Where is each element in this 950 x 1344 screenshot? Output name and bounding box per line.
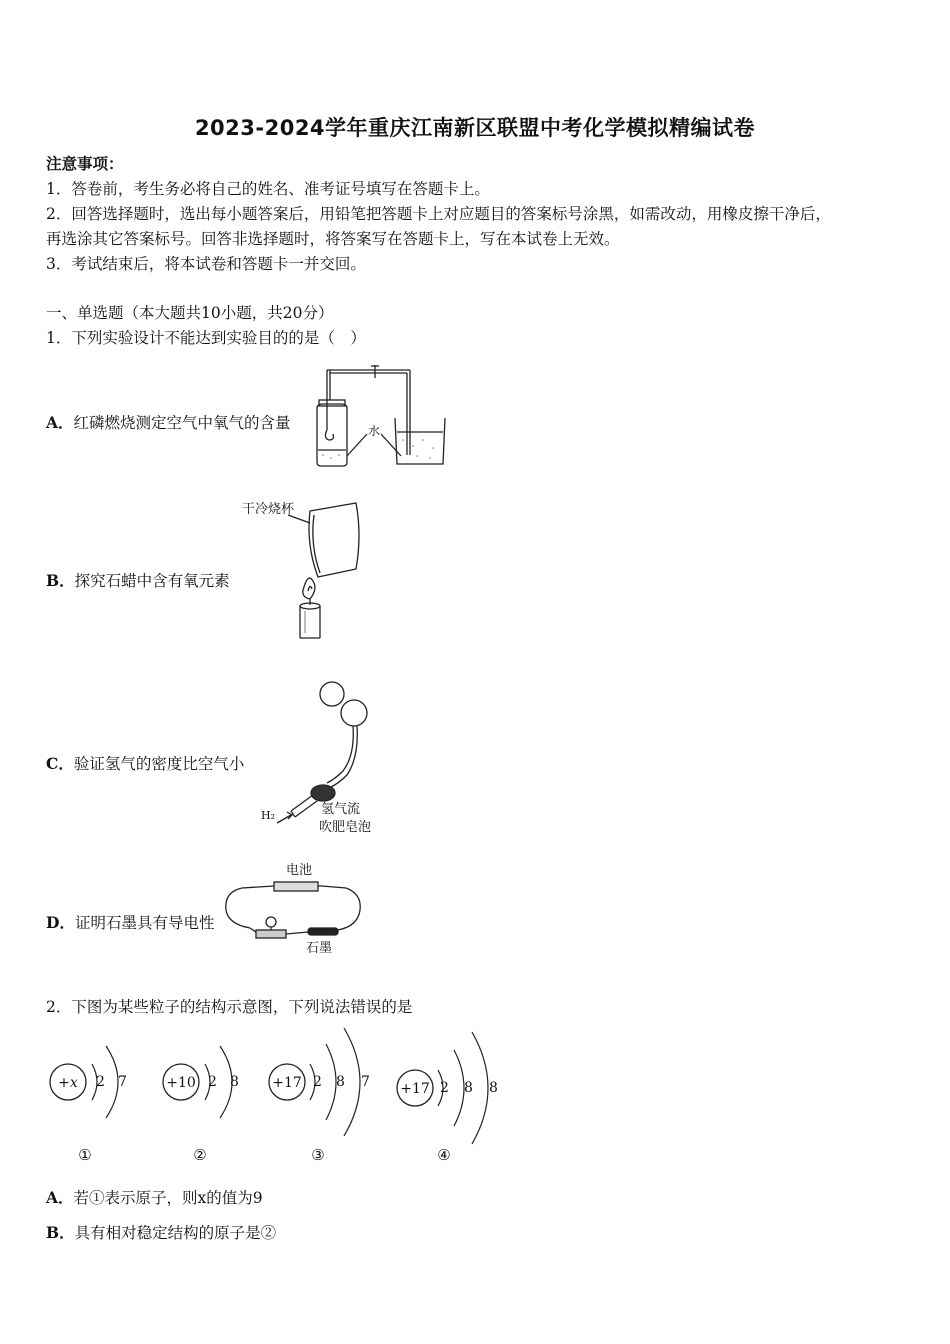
- q1-option-d-letter: D．: [46, 913, 75, 932]
- q1-option-c-letter: C．: [46, 754, 74, 773]
- particle-4-index: ④: [437, 1146, 451, 1164]
- q2-option-b-letter: B．: [46, 1223, 75, 1242]
- q2-option-b-text: 具有相对稳定结构的原子是②: [74, 1224, 277, 1242]
- q1-option-b[interactable]: [46, 569, 230, 591]
- particle-3-nucleus: +17: [272, 1075, 302, 1091]
- q1-option-b-letter: B．: [46, 571, 75, 590]
- exam-title: 2023-2024学年重庆江南新区联盟中考化学模拟精编试卷: [194, 116, 756, 140]
- q2-stem: 2．下图为某些粒子的结构示意图，下列说法错误的是: [46, 998, 413, 1016]
- particle-4-nucleus: +17: [400, 1081, 430, 1097]
- particle-1: [50, 1046, 127, 1164]
- particle-3-shell-2: 8: [336, 1074, 345, 1090]
- particle-1-nucleus: +x: [58, 1075, 78, 1091]
- particle-3-shell-1: 2: [313, 1074, 322, 1090]
- q1-option-b-text: 探究石蜡中含有氧元素: [74, 572, 230, 590]
- q2-option-a-text: 若①表示原子，则x的值为9: [73, 1189, 263, 1207]
- q1-stem: 1．下列实验设计不能达到实验目的的是（ ）: [46, 329, 366, 347]
- figure-a-phosphorus-apparatus: [305, 360, 455, 470]
- particle-2: [163, 1046, 239, 1164]
- figure-c-h2-label: H₂: [261, 809, 276, 822]
- particle-1-index: ①: [78, 1146, 92, 1164]
- q1-option-d[interactable]: [46, 911, 214, 933]
- particle-2-index: ②: [193, 1146, 207, 1164]
- particle-2-nucleus: +10: [166, 1075, 196, 1091]
- notice-item-2-cont: 再选涂其它答案标号。回答非选择题时，将答案写在答题卡上，写在本试卷上无效。: [46, 230, 620, 248]
- particle-3-shell-3: 7: [361, 1074, 370, 1090]
- figure-d-battery-label: 电池: [286, 863, 313, 878]
- particle-4-shell-2: 8: [464, 1080, 473, 1096]
- particle-2-shell-2: 8: [230, 1074, 239, 1090]
- q1-option-a-letter: A．: [46, 413, 74, 432]
- figure-b-beaker-label: 干冷烧杯: [242, 502, 295, 517]
- figure-c-hydrogen-bubbles: [255, 675, 385, 840]
- notice-item-3: 3．考试结束后，将本试卷和答题卡一并交回。: [46, 255, 366, 273]
- q1-option-c-text: 验证氢气的密度比空气小: [73, 755, 245, 773]
- q2-option-a[interactable]: [46, 1186, 263, 1208]
- q2-option-b[interactable]: [46, 1221, 276, 1243]
- particle-4: [397, 1032, 498, 1164]
- q1-option-a-text: 红磷燃烧测定空气中氧气的含量: [73, 414, 291, 432]
- particle-4-shell-1: 2: [440, 1080, 449, 1096]
- notice-heading: 注意事项：: [46, 154, 124, 173]
- notice-item-1: 1．答卷前，考生务必将自己的姓名、准考证号填写在答题卡上。: [46, 180, 490, 198]
- figure-c-label-line2: 吹肥皂泡: [319, 820, 372, 835]
- figure-a-water-label: 水: [368, 424, 381, 438]
- particle-2-shell-1: 2: [208, 1074, 217, 1090]
- figure-d-graphite-circuit: [220, 858, 370, 958]
- q1-option-d-text: 证明石墨具有导电性: [74, 914, 215, 932]
- q1-option-a[interactable]: [46, 411, 291, 433]
- q2-option-a-letter: A．: [46, 1188, 74, 1207]
- figure-d-graphite-label: 石墨: [306, 941, 333, 956]
- particle-1-shell-2: 7: [118, 1074, 127, 1090]
- particle-3: [269, 1028, 370, 1164]
- section-heading: 一、单选题（本大题共10小题，共20分）: [46, 304, 334, 322]
- q2-particle-diagrams: [40, 1020, 510, 1170]
- notice-item-2: 2．回答选择题时，选出每小题答案后，用铅笔把答题卡上对应题目的答案标号涂黑，如需改动，用橡皮擦干净后，: [46, 205, 831, 223]
- figure-c-label-line1: 氢气流: [321, 802, 361, 817]
- particle-1-shell-1: 2: [96, 1074, 105, 1090]
- particle-4-shell-3: 8: [489, 1080, 498, 1096]
- particle-3-index: ③: [311, 1146, 325, 1164]
- figure-b-candle-beaker: [238, 495, 378, 645]
- q1-option-c[interactable]: [46, 752, 244, 774]
